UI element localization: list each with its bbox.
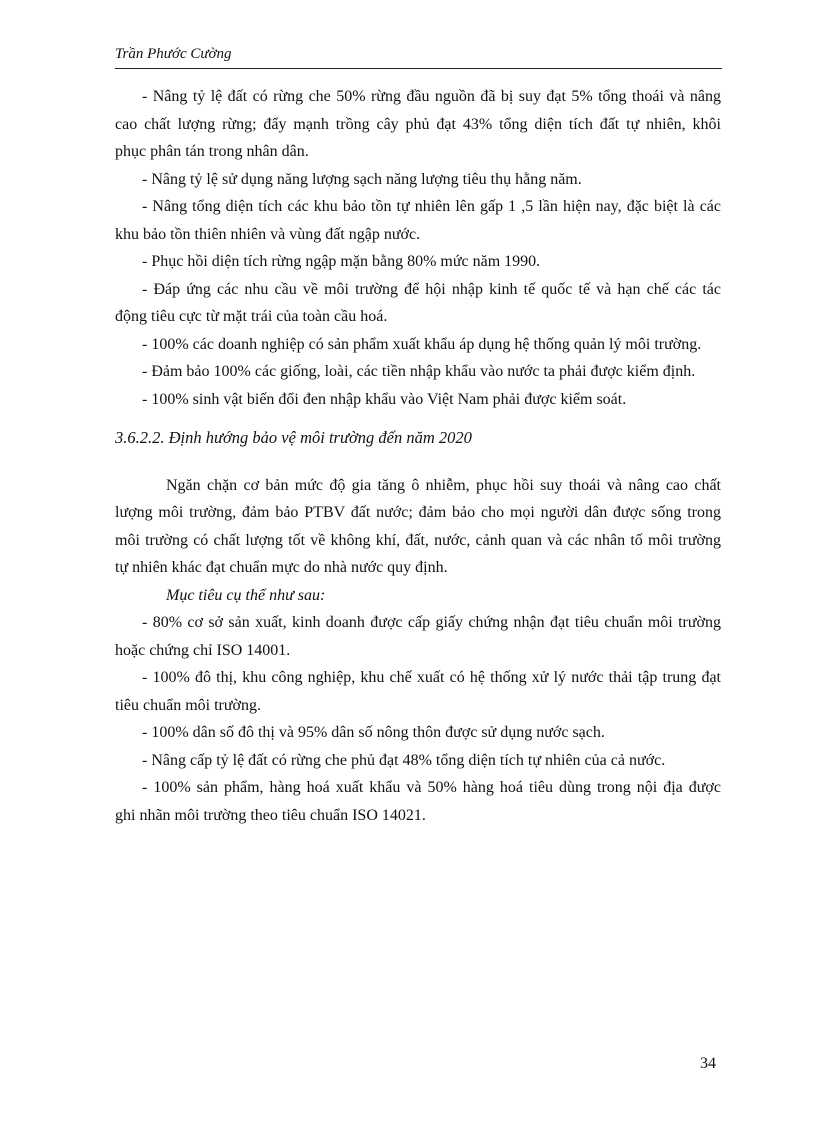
text-line: - 100% sản phẩm, hàng hoá xuất khẩu và 50% hàng hoá tiêu dùng trong nội địa được	[142, 779, 721, 796]
text-line: - 100% các doanh nghiệp có sản phẩm xuất khẩu áp dụng hệ thống quản lý môi trường.	[142, 335, 702, 353]
text-line: - Phục hồi diện tích rừng ngập mặn bằng 80% mức năm 1990.	[142, 253, 541, 270]
page-number: 34	[700, 1055, 716, 1072]
text-line: - 80% cơ sở sản xuất, kinh doanh được cấp giấy chứng nhận đạt tiêu chuẩn môi trường	[142, 614, 721, 631]
text-line: ghi nhãn môi trường theo tiêu chuẩn ISO 14021.	[115, 806, 426, 824]
text-line: Ngăn chặn cơ bản mức độ gia tăng ô nhiễm, phục hồi suy thoái và nâng cao chất	[166, 476, 721, 494]
paragraph	[115, 719, 721, 747]
paragraph	[115, 472, 721, 582]
text-line: - Nâng cấp tỷ lệ đất có rừng che phủ đạt 48% tổng diện tích tự nhiên của cả nước.	[142, 751, 666, 769]
goals-label: Mục tiêu cụ thể như sau:	[166, 586, 326, 604]
text-line: - 100% sinh vật biến đổi đen nhập khẩu vào Việt Nam phải được kiểm soát.	[142, 390, 627, 408]
paragraph	[115, 83, 721, 166]
paragraph	[115, 276, 721, 331]
paragraph	[115, 386, 721, 414]
text-line: - Nâng tỷ lệ đất có rừng che 50% rừng đầu nguồn đã bị suy đạt 5% tổng thoái và nâng	[142, 88, 721, 105]
paragraph	[115, 248, 721, 276]
text-line: tự nhiên khác đạt chuẩn mực do nhà nước quy định.	[115, 559, 448, 576]
paragraph	[115, 166, 721, 194]
text-line: phục phân tán trong nhân dân.	[115, 143, 309, 160]
paragraph	[115, 609, 721, 664]
page-body	[115, 83, 721, 829]
text-line: - Nâng tổng diện tích các khu bảo tồn tự nhiên lên gấp 1 ,5 lần hiện nay, đặc biệt là các	[142, 198, 721, 215]
paragraph	[115, 747, 721, 775]
running-header-author: Trần Phước Cường	[115, 46, 232, 62]
text-line: cao chất lượng rừng; đẩy mạnh trồng cây phủ đạt 43% tổng diện tích đất tự nhiên, khôi	[115, 115, 721, 133]
paragraph	[115, 774, 721, 829]
text-line: hoặc chứng chỉ ISO 14001.	[115, 641, 291, 659]
text-line: - Đáp ứng các nhu cầu về môi trường để hội nhập kinh tế quốc tế và hạn chế các tác	[142, 280, 721, 298]
text-line: môi trường có chất lượng tốt về không khí, đất, nước, cảnh quan và các nhân tố môi trường	[115, 531, 721, 549]
section-heading: 3.6.2.2. Định hướng bảo vệ môi trường đến năm 2020	[115, 428, 472, 447]
paragraph	[115, 193, 721, 248]
text-line: - Nâng tỷ lệ sử dụng năng lượng sạch năng lượng tiêu thụ hằng năm.	[142, 170, 582, 188]
header-rule	[115, 68, 722, 69]
text-line: lượng môi trường, đảm bảo PTBV đất nước; đảm bảo cho mọi người dân được sống trong	[115, 504, 721, 521]
target-list-2010	[115, 83, 721, 413]
text-line: - 100% dân số đô thị và 95% dân số nông thôn được sử dụng nước sạch.	[142, 724, 605, 741]
text-line: khu bảo tồn thiên nhiên và vùng đất ngập nước.	[115, 225, 421, 243]
text-line: - 100% đô thị, khu công nghiệp, khu chế xuất có hệ thống xử lý nước thải tập trung đạt	[142, 669, 721, 686]
text-line: động tiêu cực từ mặt trái của toàn cầu hoá.	[115, 308, 388, 325]
paragraph	[115, 664, 721, 719]
text-line: tiêu chuẩn môi trường.	[115, 696, 261, 714]
text-line: - Đảm bảo 100% các giống, loài, các tiền nhập khẩu vào nước ta phải được kiểm định.	[142, 363, 696, 380]
target-list-2020	[115, 609, 721, 829]
intro-paragraph	[115, 472, 721, 582]
paragraph	[115, 358, 721, 386]
paragraph	[115, 331, 721, 359]
